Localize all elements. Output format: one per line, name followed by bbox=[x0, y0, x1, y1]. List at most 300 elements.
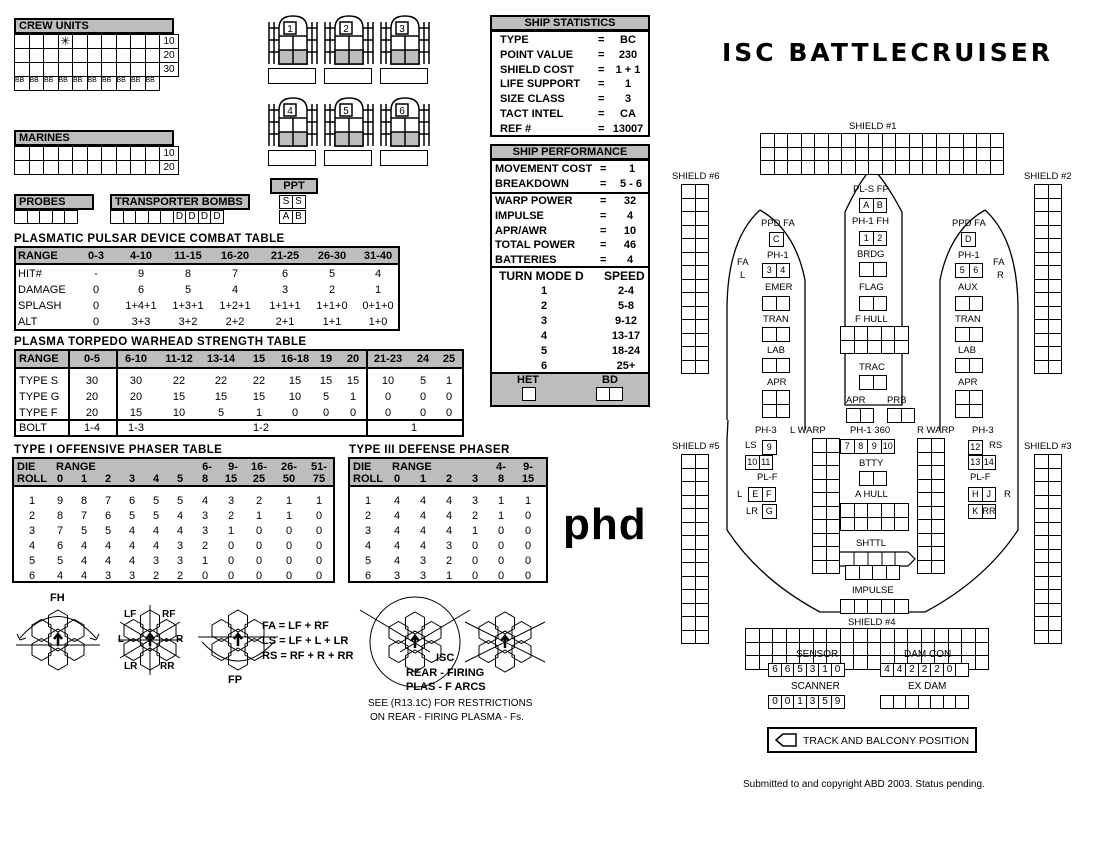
shield-5-box[interactable] bbox=[681, 481, 696, 496]
r-warp-box[interactable] bbox=[931, 452, 946, 467]
impulse-box[interactable] bbox=[894, 599, 909, 614]
apr-right-box[interactable] bbox=[955, 404, 970, 419]
brdg-box[interactable] bbox=[859, 262, 874, 277]
shield-3-box[interactable] bbox=[1048, 576, 1063, 591]
shield-1-box[interactable] bbox=[990, 160, 1005, 175]
trac-box[interactable] bbox=[859, 375, 874, 390]
shield-6-box[interactable] bbox=[695, 346, 710, 361]
shield-6-box[interactable] bbox=[681, 211, 696, 226]
shield-1-box[interactable] bbox=[936, 133, 951, 148]
shield-1-box[interactable] bbox=[855, 160, 870, 175]
ph1-right-box[interactable]: 6 bbox=[969, 263, 984, 278]
f-hull-box[interactable] bbox=[881, 326, 896, 341]
shield-4-box[interactable] bbox=[853, 655, 868, 670]
shield-1-box[interactable] bbox=[868, 147, 883, 162]
shield-4-box[interactable] bbox=[867, 642, 882, 657]
shield-5-box[interactable] bbox=[681, 535, 696, 550]
apr-left-box[interactable] bbox=[776, 404, 791, 419]
shield-1-box[interactable] bbox=[787, 160, 802, 175]
shield-1-box[interactable] bbox=[909, 133, 924, 148]
shield-6-box[interactable] bbox=[695, 184, 710, 199]
crew-box[interactable]: BB bbox=[87, 76, 103, 91]
shield-4-box[interactable] bbox=[880, 628, 895, 643]
track-box[interactable]: 0 bbox=[943, 663, 957, 677]
tran-right-box[interactable] bbox=[955, 327, 970, 342]
shield-2-box[interactable] bbox=[1048, 198, 1063, 213]
lab-right-box[interactable] bbox=[955, 358, 970, 373]
r-warp-box[interactable] bbox=[931, 519, 946, 534]
r-warp-box[interactable] bbox=[917, 438, 932, 453]
l-warp-box[interactable] bbox=[812, 506, 827, 521]
l-warp-box[interactable] bbox=[826, 465, 841, 480]
flag-box[interactable] bbox=[859, 296, 874, 311]
shield-1-box[interactable] bbox=[922, 147, 937, 162]
shield-1-box[interactable] bbox=[787, 133, 802, 148]
shield-1-box[interactable] bbox=[936, 160, 951, 175]
shield-1-box[interactable] bbox=[855, 133, 870, 148]
f-hull-box[interactable] bbox=[894, 340, 909, 355]
shield-2-box[interactable] bbox=[1034, 319, 1049, 334]
shield-1-box[interactable] bbox=[841, 133, 856, 148]
l-warp-box[interactable] bbox=[826, 492, 841, 507]
shield-1-box[interactable] bbox=[760, 133, 775, 148]
ph1-360-box[interactable]: 9 bbox=[867, 439, 882, 454]
shield-1-box[interactable] bbox=[976, 147, 991, 162]
shield-5-box[interactable] bbox=[681, 616, 696, 631]
crew-box[interactable]: BB bbox=[130, 76, 146, 91]
crew-box[interactable]: BB bbox=[116, 76, 132, 91]
shield-1-box[interactable] bbox=[801, 133, 816, 148]
shield-4-box[interactable] bbox=[799, 628, 814, 643]
transporter-bomb-boxes[interactable]: D D D D bbox=[110, 210, 223, 224]
shield-2-box[interactable] bbox=[1048, 279, 1063, 294]
shield-3-box[interactable] bbox=[1034, 454, 1049, 469]
track-box[interactable]: 2 bbox=[905, 663, 919, 677]
shield-1-box[interactable] bbox=[787, 147, 802, 162]
shield-6-box[interactable] bbox=[695, 333, 710, 348]
shield-2-box[interactable] bbox=[1034, 279, 1049, 294]
shield-3-box[interactable] bbox=[1034, 616, 1049, 631]
shield-2-box[interactable] bbox=[1034, 252, 1049, 267]
track-box[interactable]: 0 bbox=[831, 663, 845, 677]
shield-1-box[interactable] bbox=[760, 160, 775, 175]
pl-f-left-box[interactable]: G bbox=[762, 504, 777, 519]
l-warp-box[interactable] bbox=[826, 533, 841, 548]
shield-2-box[interactable] bbox=[1034, 346, 1049, 361]
shield-5-box[interactable] bbox=[695, 630, 710, 645]
shield-6-box[interactable] bbox=[695, 360, 710, 375]
shield-6-box[interactable] bbox=[681, 319, 696, 334]
shield-3-box[interactable] bbox=[1048, 468, 1063, 483]
pl-f-left-box[interactable]: E bbox=[748, 487, 763, 502]
shield-4-box[interactable] bbox=[894, 628, 909, 643]
track-box[interactable]: 6 bbox=[781, 663, 795, 677]
f-hull-box[interactable] bbox=[867, 340, 882, 355]
shield-2-box[interactable] bbox=[1048, 252, 1063, 267]
shield-6-box[interactable] bbox=[681, 238, 696, 253]
track-box[interactable]: 1 bbox=[818, 663, 832, 677]
shield-2-box[interactable] bbox=[1034, 198, 1049, 213]
shield-2-box[interactable] bbox=[1034, 225, 1049, 240]
crew-box[interactable]: BB bbox=[29, 76, 45, 91]
shield-6-box[interactable] bbox=[695, 279, 710, 294]
shield-5-box[interactable] bbox=[695, 481, 710, 496]
shield-5-box[interactable] bbox=[681, 562, 696, 577]
shield-1-box[interactable] bbox=[801, 147, 816, 162]
f-hull-box[interactable] bbox=[854, 340, 869, 355]
shield-2-box[interactable] bbox=[1048, 333, 1063, 348]
shield-3-box[interactable] bbox=[1034, 589, 1049, 604]
shield-6-box[interactable] bbox=[695, 319, 710, 334]
a-hull-box[interactable] bbox=[894, 503, 909, 518]
emer-box[interactable] bbox=[776, 296, 791, 311]
shield-5-box[interactable] bbox=[695, 603, 710, 618]
shield-1-box[interactable] bbox=[814, 147, 829, 162]
prb-box[interactable] bbox=[887, 408, 902, 423]
sensor-track[interactable] bbox=[768, 663, 843, 677]
shield-1-box[interactable] bbox=[882, 147, 897, 162]
shield-3-box[interactable] bbox=[1048, 562, 1063, 577]
shield-1-box[interactable] bbox=[949, 133, 964, 148]
ph1-fh-box[interactable]: 1 bbox=[859, 231, 874, 246]
shield-6-box[interactable] bbox=[681, 198, 696, 213]
ppd-fa-right-box[interactable]: D bbox=[961, 232, 976, 247]
shield-3-box[interactable] bbox=[1048, 522, 1063, 537]
shield-1-box[interactable] bbox=[855, 147, 870, 162]
shield-5-box[interactable] bbox=[681, 589, 696, 604]
track-box[interactable]: 4 bbox=[880, 663, 894, 677]
shield-3-box[interactable] bbox=[1048, 481, 1063, 496]
shield-1-box[interactable] bbox=[882, 160, 897, 175]
crew-box[interactable]: BB bbox=[72, 76, 88, 91]
shield-2-box[interactable] bbox=[1034, 306, 1049, 321]
shield-5-box[interactable] bbox=[695, 535, 710, 550]
shield-3-box[interactable] bbox=[1034, 603, 1049, 618]
shield-4-box[interactable] bbox=[907, 628, 922, 643]
shield-4-box[interactable] bbox=[948, 628, 963, 643]
shield-3-box[interactable] bbox=[1034, 522, 1049, 537]
apr-center-box[interactable] bbox=[860, 408, 875, 423]
exdam-track[interactable] bbox=[880, 695, 968, 709]
shield-5-box[interactable] bbox=[681, 468, 696, 483]
shield-6-box[interactable] bbox=[695, 225, 710, 240]
scanner-track[interactable] bbox=[768, 695, 843, 709]
shield-1-box[interactable] bbox=[963, 147, 978, 162]
r-warp-box[interactable] bbox=[917, 479, 932, 494]
r-warp-box[interactable] bbox=[917, 465, 932, 480]
shield-6-box[interactable] bbox=[681, 360, 696, 375]
shield-4-box[interactable] bbox=[772, 642, 787, 657]
a-hull-box[interactable] bbox=[881, 517, 896, 532]
apr-left-box[interactable] bbox=[762, 404, 777, 419]
shield-3-box[interactable] bbox=[1048, 549, 1063, 564]
shield-2-box[interactable] bbox=[1034, 292, 1049, 307]
shield-4-box[interactable] bbox=[961, 628, 976, 643]
shield-3-box[interactable] bbox=[1034, 495, 1049, 510]
ppt-row-2[interactable]: A B bbox=[279, 210, 304, 224]
shield-5-box[interactable] bbox=[695, 508, 710, 523]
shield-3-box[interactable] bbox=[1048, 495, 1063, 510]
shield-4-box[interactable] bbox=[745, 642, 760, 657]
r-warp-box[interactable] bbox=[917, 492, 932, 507]
a-hull-box[interactable] bbox=[854, 517, 869, 532]
ls-box[interactable]: 10 bbox=[745, 455, 760, 470]
impulse-box[interactable] bbox=[854, 599, 869, 614]
shield-4-box[interactable] bbox=[786, 628, 801, 643]
shield-4-box[interactable] bbox=[934, 628, 949, 643]
r-warp-box[interactable] bbox=[931, 506, 946, 521]
shield-1-box[interactable] bbox=[774, 133, 789, 148]
a-hull-box[interactable] bbox=[867, 517, 882, 532]
ppt-row-1[interactable]: S S bbox=[279, 195, 304, 209]
flag-box[interactable] bbox=[873, 296, 888, 311]
crew-box[interactable]: BB bbox=[145, 76, 161, 91]
impulse-box[interactable] bbox=[867, 599, 882, 614]
apr-right-box[interactable] bbox=[955, 390, 970, 405]
l-warp-box[interactable] bbox=[812, 452, 827, 467]
a-hull-box[interactable] bbox=[881, 503, 896, 518]
shield-3-box[interactable] bbox=[1034, 630, 1049, 645]
shield-4-box[interactable] bbox=[880, 642, 895, 657]
track-box[interactable]: 3 bbox=[806, 695, 820, 709]
trac-box[interactable] bbox=[873, 375, 888, 390]
shield-5-box[interactable] bbox=[681, 522, 696, 537]
shield-3-box[interactable] bbox=[1034, 481, 1049, 496]
shield-2-box[interactable] bbox=[1048, 292, 1063, 307]
shield-1-box[interactable] bbox=[828, 147, 843, 162]
apr-left-box[interactable] bbox=[776, 390, 791, 405]
shield-5-box[interactable] bbox=[695, 454, 710, 469]
shield-4-box[interactable] bbox=[745, 628, 760, 643]
shield-6-box[interactable] bbox=[681, 306, 696, 321]
lab-left-box[interactable] bbox=[776, 358, 791, 373]
shield-4-box[interactable] bbox=[867, 628, 882, 643]
shield-6-box[interactable] bbox=[695, 198, 710, 213]
shield-5-box[interactable] bbox=[695, 522, 710, 537]
ph1-left-box[interactable]: 4 bbox=[776, 263, 791, 278]
shield-4-box[interactable] bbox=[853, 628, 868, 643]
shield-1-box[interactable] bbox=[949, 147, 964, 162]
emer-box[interactable] bbox=[762, 296, 777, 311]
track-box[interactable]: 2 bbox=[930, 663, 944, 677]
shield-2-box[interactable] bbox=[1048, 238, 1063, 253]
r-warp-box[interactable] bbox=[931, 438, 946, 453]
shield-1-box[interactable] bbox=[841, 160, 856, 175]
shield-6-box[interactable] bbox=[681, 333, 696, 348]
shield-6-box[interactable] bbox=[681, 184, 696, 199]
track-box[interactable] bbox=[955, 663, 969, 677]
shield-4-box[interactable] bbox=[840, 628, 855, 643]
r-warp-box[interactable] bbox=[917, 452, 932, 467]
l-warp-box[interactable] bbox=[826, 519, 841, 534]
track-box[interactable]: 1 bbox=[793, 695, 807, 709]
shield-5-box[interactable] bbox=[681, 549, 696, 564]
r-warp-box[interactable] bbox=[917, 546, 932, 561]
shuttle-lower-box[interactable] bbox=[859, 565, 874, 580]
pl-f-right-box[interactable]: H bbox=[968, 487, 983, 502]
ph1-360-box[interactable]: 8 bbox=[854, 439, 869, 454]
rs-box[interactable]: 13 bbox=[968, 455, 983, 470]
prb-box[interactable] bbox=[901, 408, 916, 423]
r-warp-box[interactable] bbox=[917, 519, 932, 534]
shield-3-box[interactable] bbox=[1034, 549, 1049, 564]
shield-6-box[interactable] bbox=[695, 265, 710, 280]
impulse-box[interactable] bbox=[840, 599, 855, 614]
shield-4-box[interactable] bbox=[759, 628, 774, 643]
crew-box[interactable]: BB bbox=[43, 76, 59, 91]
shield-1-box[interactable] bbox=[895, 133, 910, 148]
a-hull-box[interactable] bbox=[840, 517, 855, 532]
lab-right-box[interactable] bbox=[969, 358, 984, 373]
track-box[interactable]: 5 bbox=[793, 663, 807, 677]
pl-f-left-box[interactable]: F bbox=[762, 487, 777, 502]
shield-5-box[interactable] bbox=[681, 495, 696, 510]
shield-2-box[interactable] bbox=[1048, 306, 1063, 321]
brdg-box[interactable] bbox=[873, 262, 888, 277]
shield-1-box[interactable] bbox=[868, 160, 883, 175]
l-warp-box[interactable] bbox=[826, 546, 841, 561]
r-warp-box[interactable] bbox=[917, 560, 932, 575]
l-warp-box[interactable] bbox=[812, 479, 827, 494]
tran-left-box[interactable] bbox=[762, 327, 777, 342]
apr-right-box[interactable] bbox=[969, 390, 984, 405]
l-warp-box[interactable] bbox=[826, 452, 841, 467]
shield-1-box[interactable] bbox=[801, 160, 816, 175]
shield-4-box[interactable] bbox=[853, 642, 868, 657]
shield-4-box[interactable] bbox=[840, 642, 855, 657]
shield-3-box[interactable] bbox=[1048, 454, 1063, 469]
r-warp-box[interactable] bbox=[931, 546, 946, 561]
shield-6-box[interactable] bbox=[695, 306, 710, 321]
shield-5-box[interactable] bbox=[681, 508, 696, 523]
shield-3-box[interactable] bbox=[1034, 576, 1049, 591]
pl-s-fp-box[interactable]: B bbox=[873, 198, 888, 213]
ph1-360-box[interactable]: 10 bbox=[881, 439, 896, 454]
track-box[interactable]: 6 bbox=[768, 663, 782, 677]
shield-1-box[interactable] bbox=[922, 133, 937, 148]
shield-4-box[interactable] bbox=[975, 655, 990, 670]
crew-box[interactable]: BB bbox=[101, 76, 117, 91]
shuttle-lower-box[interactable] bbox=[872, 565, 887, 580]
shield-2-box[interactable] bbox=[1048, 265, 1063, 280]
aux-box[interactable] bbox=[955, 296, 970, 311]
pl-s-fp-box[interactable]: A bbox=[859, 198, 874, 213]
track-box[interactable]: 4 bbox=[893, 663, 907, 677]
pl-f-right-box[interactable]: RR bbox=[982, 504, 997, 519]
btty-box[interactable] bbox=[873, 471, 888, 486]
l-warp-box[interactable] bbox=[812, 492, 827, 507]
shield-5-box[interactable] bbox=[695, 495, 710, 510]
shield-6-box[interactable] bbox=[681, 279, 696, 294]
shield-4-box[interactable] bbox=[975, 642, 990, 657]
l-warp-box[interactable] bbox=[826, 506, 841, 521]
a-hull-box[interactable] bbox=[867, 503, 882, 518]
shield-1-box[interactable] bbox=[868, 133, 883, 148]
tran-right-box[interactable] bbox=[969, 327, 984, 342]
shield-2-box[interactable] bbox=[1034, 360, 1049, 375]
ppd-fa-left-box[interactable]: C bbox=[769, 232, 784, 247]
apr-left-box[interactable] bbox=[762, 390, 777, 405]
shield-6-box[interactable] bbox=[681, 292, 696, 307]
r-warp-box[interactable] bbox=[917, 506, 932, 521]
a-hull-box[interactable] bbox=[894, 517, 909, 532]
track-box[interactable]: 3 bbox=[806, 663, 820, 677]
shield-5-box[interactable] bbox=[695, 589, 710, 604]
ph1-left-box[interactable]: 3 bbox=[762, 263, 777, 278]
shield-6-box[interactable] bbox=[681, 225, 696, 240]
shield-1-box[interactable] bbox=[922, 160, 937, 175]
apr-right-box[interactable] bbox=[969, 404, 984, 419]
ph1-fh-box[interactable]: 2 bbox=[873, 231, 888, 246]
shield-2-box[interactable] bbox=[1048, 225, 1063, 240]
r-warp-box[interactable] bbox=[931, 465, 946, 480]
f-hull-box[interactable] bbox=[854, 326, 869, 341]
l-warp-box[interactable] bbox=[812, 546, 827, 561]
shield-3-box[interactable] bbox=[1034, 535, 1049, 550]
pl-f-right-box[interactable]: K bbox=[968, 504, 983, 519]
rs-box[interactable]: 14 bbox=[982, 455, 997, 470]
l-warp-box[interactable] bbox=[826, 438, 841, 453]
shield-1-box[interactable] bbox=[949, 160, 964, 175]
shield-2-box[interactable] bbox=[1034, 211, 1049, 226]
shield-6-box[interactable] bbox=[695, 292, 710, 307]
track-box[interactable]: 2 bbox=[918, 663, 932, 677]
shield-3-box[interactable] bbox=[1034, 562, 1049, 577]
shield-1-box[interactable] bbox=[976, 160, 991, 175]
shield-2-box[interactable] bbox=[1048, 346, 1063, 361]
tran-left-box[interactable] bbox=[776, 327, 791, 342]
a-hull-box[interactable] bbox=[854, 503, 869, 518]
shield-2-box[interactable] bbox=[1034, 265, 1049, 280]
shield-6-box[interactable] bbox=[695, 252, 710, 267]
shield-1-box[interactable] bbox=[760, 147, 775, 162]
shield-3-box[interactable] bbox=[1048, 508, 1063, 523]
l-warp-box[interactable] bbox=[826, 560, 841, 575]
shield-3-box[interactable] bbox=[1034, 468, 1049, 483]
shield-2-box[interactable] bbox=[1048, 184, 1063, 199]
shield-5-box[interactable] bbox=[681, 603, 696, 618]
f-hull-box[interactable] bbox=[840, 326, 855, 341]
shield-5-box[interactable] bbox=[695, 616, 710, 631]
shield-3-box[interactable] bbox=[1034, 508, 1049, 523]
f-hull-box[interactable] bbox=[840, 340, 855, 355]
shield-1-box[interactable] bbox=[963, 160, 978, 175]
r-warp-box[interactable] bbox=[931, 560, 946, 575]
shield-4-box[interactable] bbox=[961, 642, 976, 657]
shield-5-box[interactable] bbox=[681, 576, 696, 591]
shuttle-lower-box[interactable] bbox=[886, 565, 901, 580]
shield-1-box[interactable] bbox=[990, 147, 1005, 162]
shield-4-box[interactable] bbox=[826, 628, 841, 643]
shield-6-box[interactable] bbox=[681, 346, 696, 361]
shield-5-box[interactable] bbox=[681, 454, 696, 469]
shield-1-box[interactable] bbox=[909, 160, 924, 175]
shield-6-box[interactable] bbox=[695, 211, 710, 226]
shield-6-box[interactable] bbox=[681, 252, 696, 267]
shield-2-box[interactable] bbox=[1048, 319, 1063, 334]
shield-3-box[interactable] bbox=[1048, 535, 1063, 550]
shield-1-box[interactable] bbox=[895, 147, 910, 162]
shield-2-box[interactable] bbox=[1048, 211, 1063, 226]
f-hull-box[interactable] bbox=[881, 340, 896, 355]
shield-1-box[interactable] bbox=[909, 147, 924, 162]
crew-box[interactable]: BB bbox=[58, 76, 74, 91]
shield-4-box[interactable] bbox=[772, 628, 787, 643]
track-box[interactable]: 9 bbox=[831, 695, 845, 709]
shield-1-box[interactable] bbox=[976, 133, 991, 148]
aux-box[interactable] bbox=[969, 296, 984, 311]
shield-1-box[interactable] bbox=[963, 133, 978, 148]
